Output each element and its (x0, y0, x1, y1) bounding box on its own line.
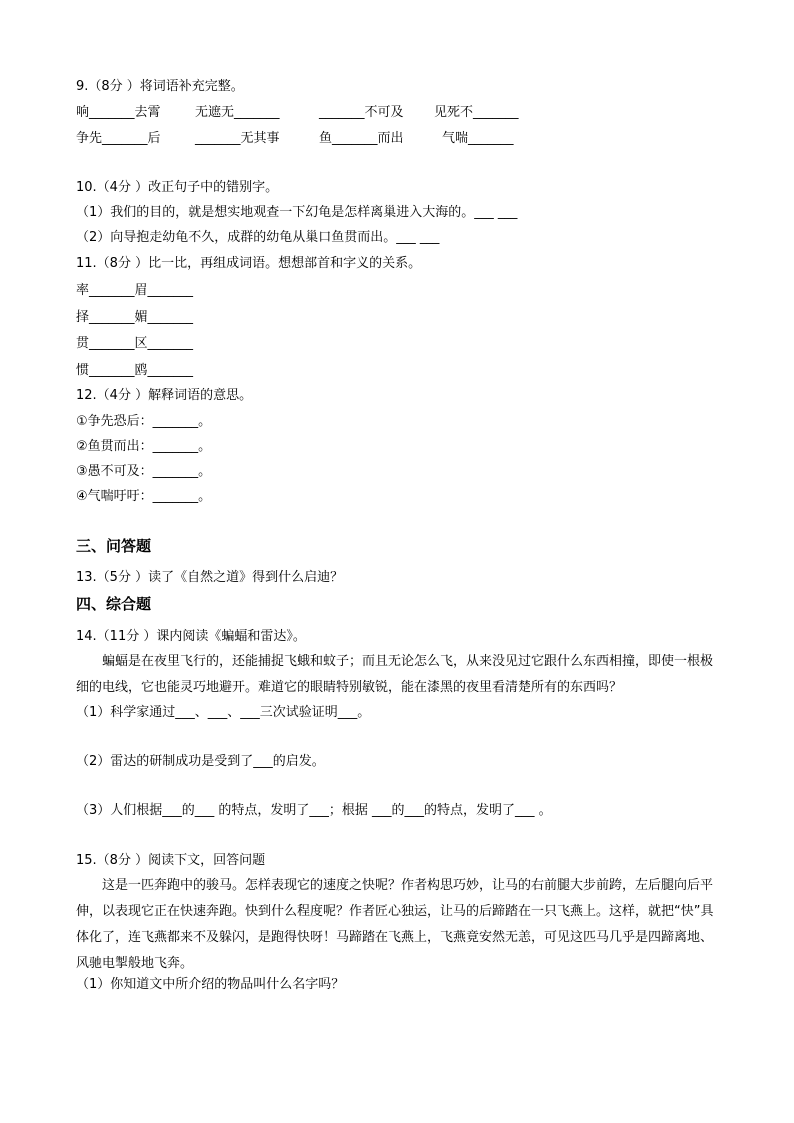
q11-row-4[interactable]: 惯_______鸥_______ (76, 363, 194, 378)
q9-blank-1[interactable]: 响_______去霄 (76, 105, 161, 120)
q12-item-3[interactable]: ③愚不可及：_______。 (76, 464, 212, 479)
q12-title: 12.（4分 ）解释词语的意思。 (76, 388, 253, 403)
q9-blank-5[interactable]: 争先_______后 (76, 131, 161, 146)
q9-blank-8[interactable]: 气喘_______ (442, 131, 514, 146)
q9-blank-3[interactable]: _______不可及 (319, 105, 404, 120)
q14-item-3[interactable]: （3）人们根据___的___ 的特点，发明了___；根据 ___的___的特点，发明了___ 。 (76, 803, 552, 818)
q14-item-1[interactable]: （1）科学家通过___、___、___三次试验证明___。 (76, 705, 371, 720)
q10-item-1[interactable]: （1）我们的目的，就是想实地观查一下幻龟是怎样离巢进入大海的。___ ___ (76, 205, 518, 220)
q11-row-1[interactable]: 率_______眉_______ (76, 283, 194, 298)
q14-passage: 蝙蝠是在夜里飞行的，还能捕捉飞蛾和蚊子；而且无论怎么飞，从来没见过它跟什么东西相撞，即使一根极细的电线，它也能灵巧地避开。难道它的眼睛特别敏锐，能在漆黑的夜里看清楚所有的东西吗？ (76, 654, 714, 695)
q12-item-1[interactable]: ①争先恐后：_______。 (76, 414, 212, 429)
q9-blank-7[interactable]: 鱼_______而出 (319, 131, 404, 146)
q10-item-2[interactable]: （2）向导抱走幼龟不久，成群的幼龟从巢口鱼贯而出。___ ___ (76, 230, 440, 245)
q10-title: 10.（4分 ）改正句子中的错别字。 (76, 180, 279, 195)
q15-item-1[interactable]: （1）你知道文中所介绍的物品叫什么名字吗？ (76, 977, 345, 992)
q15-passage: 这是一匹奔跑中的骏马。怎样表现它的速度之快呢？作者构思巧妙，让马的右前腿大步前跨，左后腿向后平伸，以表现它正在快速奔跑。快到什么程度呢？作者匠心独运，让马的后蹄踏在一只飞燕上。这样，就把“快”具体化了，连飞燕都来不及躲闪，是跑得快呀！马蹄踏在飞燕上，飞燕竟安然无恙，可见这匹马几乎是四蹄离地、风驰电掣般地飞奔。 (76, 878, 714, 971)
q9-blank-6[interactable]: _______无其事 (195, 131, 280, 146)
q9-blank-2[interactable]: 无遮无_______ (195, 105, 280, 120)
q12-item-4[interactable]: ④气喘吁吁：_______。 (76, 489, 212, 504)
q15-title: 15.（8分 ）阅读下文，回答问题 (76, 853, 266, 868)
section-4-heading: 四、综合题 (76, 595, 152, 613)
q14-title: 14.（11分 ）课内阅读《蝙蝠和雷达》。 (76, 629, 306, 644)
section-3-heading: 三、问答题 (76, 537, 152, 555)
q14-item-2[interactable]: （2）雷达的研制成功是受到了___的启发。 (76, 754, 325, 769)
q11-title: 11.（8分 ）比一比，再组成词语。想想部首和字义的关系。 (76, 256, 422, 271)
q12-item-2[interactable]: ②鱼贯而出：_______。 (76, 439, 212, 454)
q11-row-2[interactable]: 择_______媚_______ (76, 310, 194, 325)
q9-blank-4[interactable]: 见死不_______ (434, 105, 519, 120)
q13-title: 13.（5分 ）读了《自然之道》得到什么启迪？ (76, 570, 344, 585)
q9-title: 9.（8分 ）将词语补充完整。 (76, 79, 244, 94)
q11-row-3[interactable]: 贯_______区_______ (76, 336, 194, 351)
